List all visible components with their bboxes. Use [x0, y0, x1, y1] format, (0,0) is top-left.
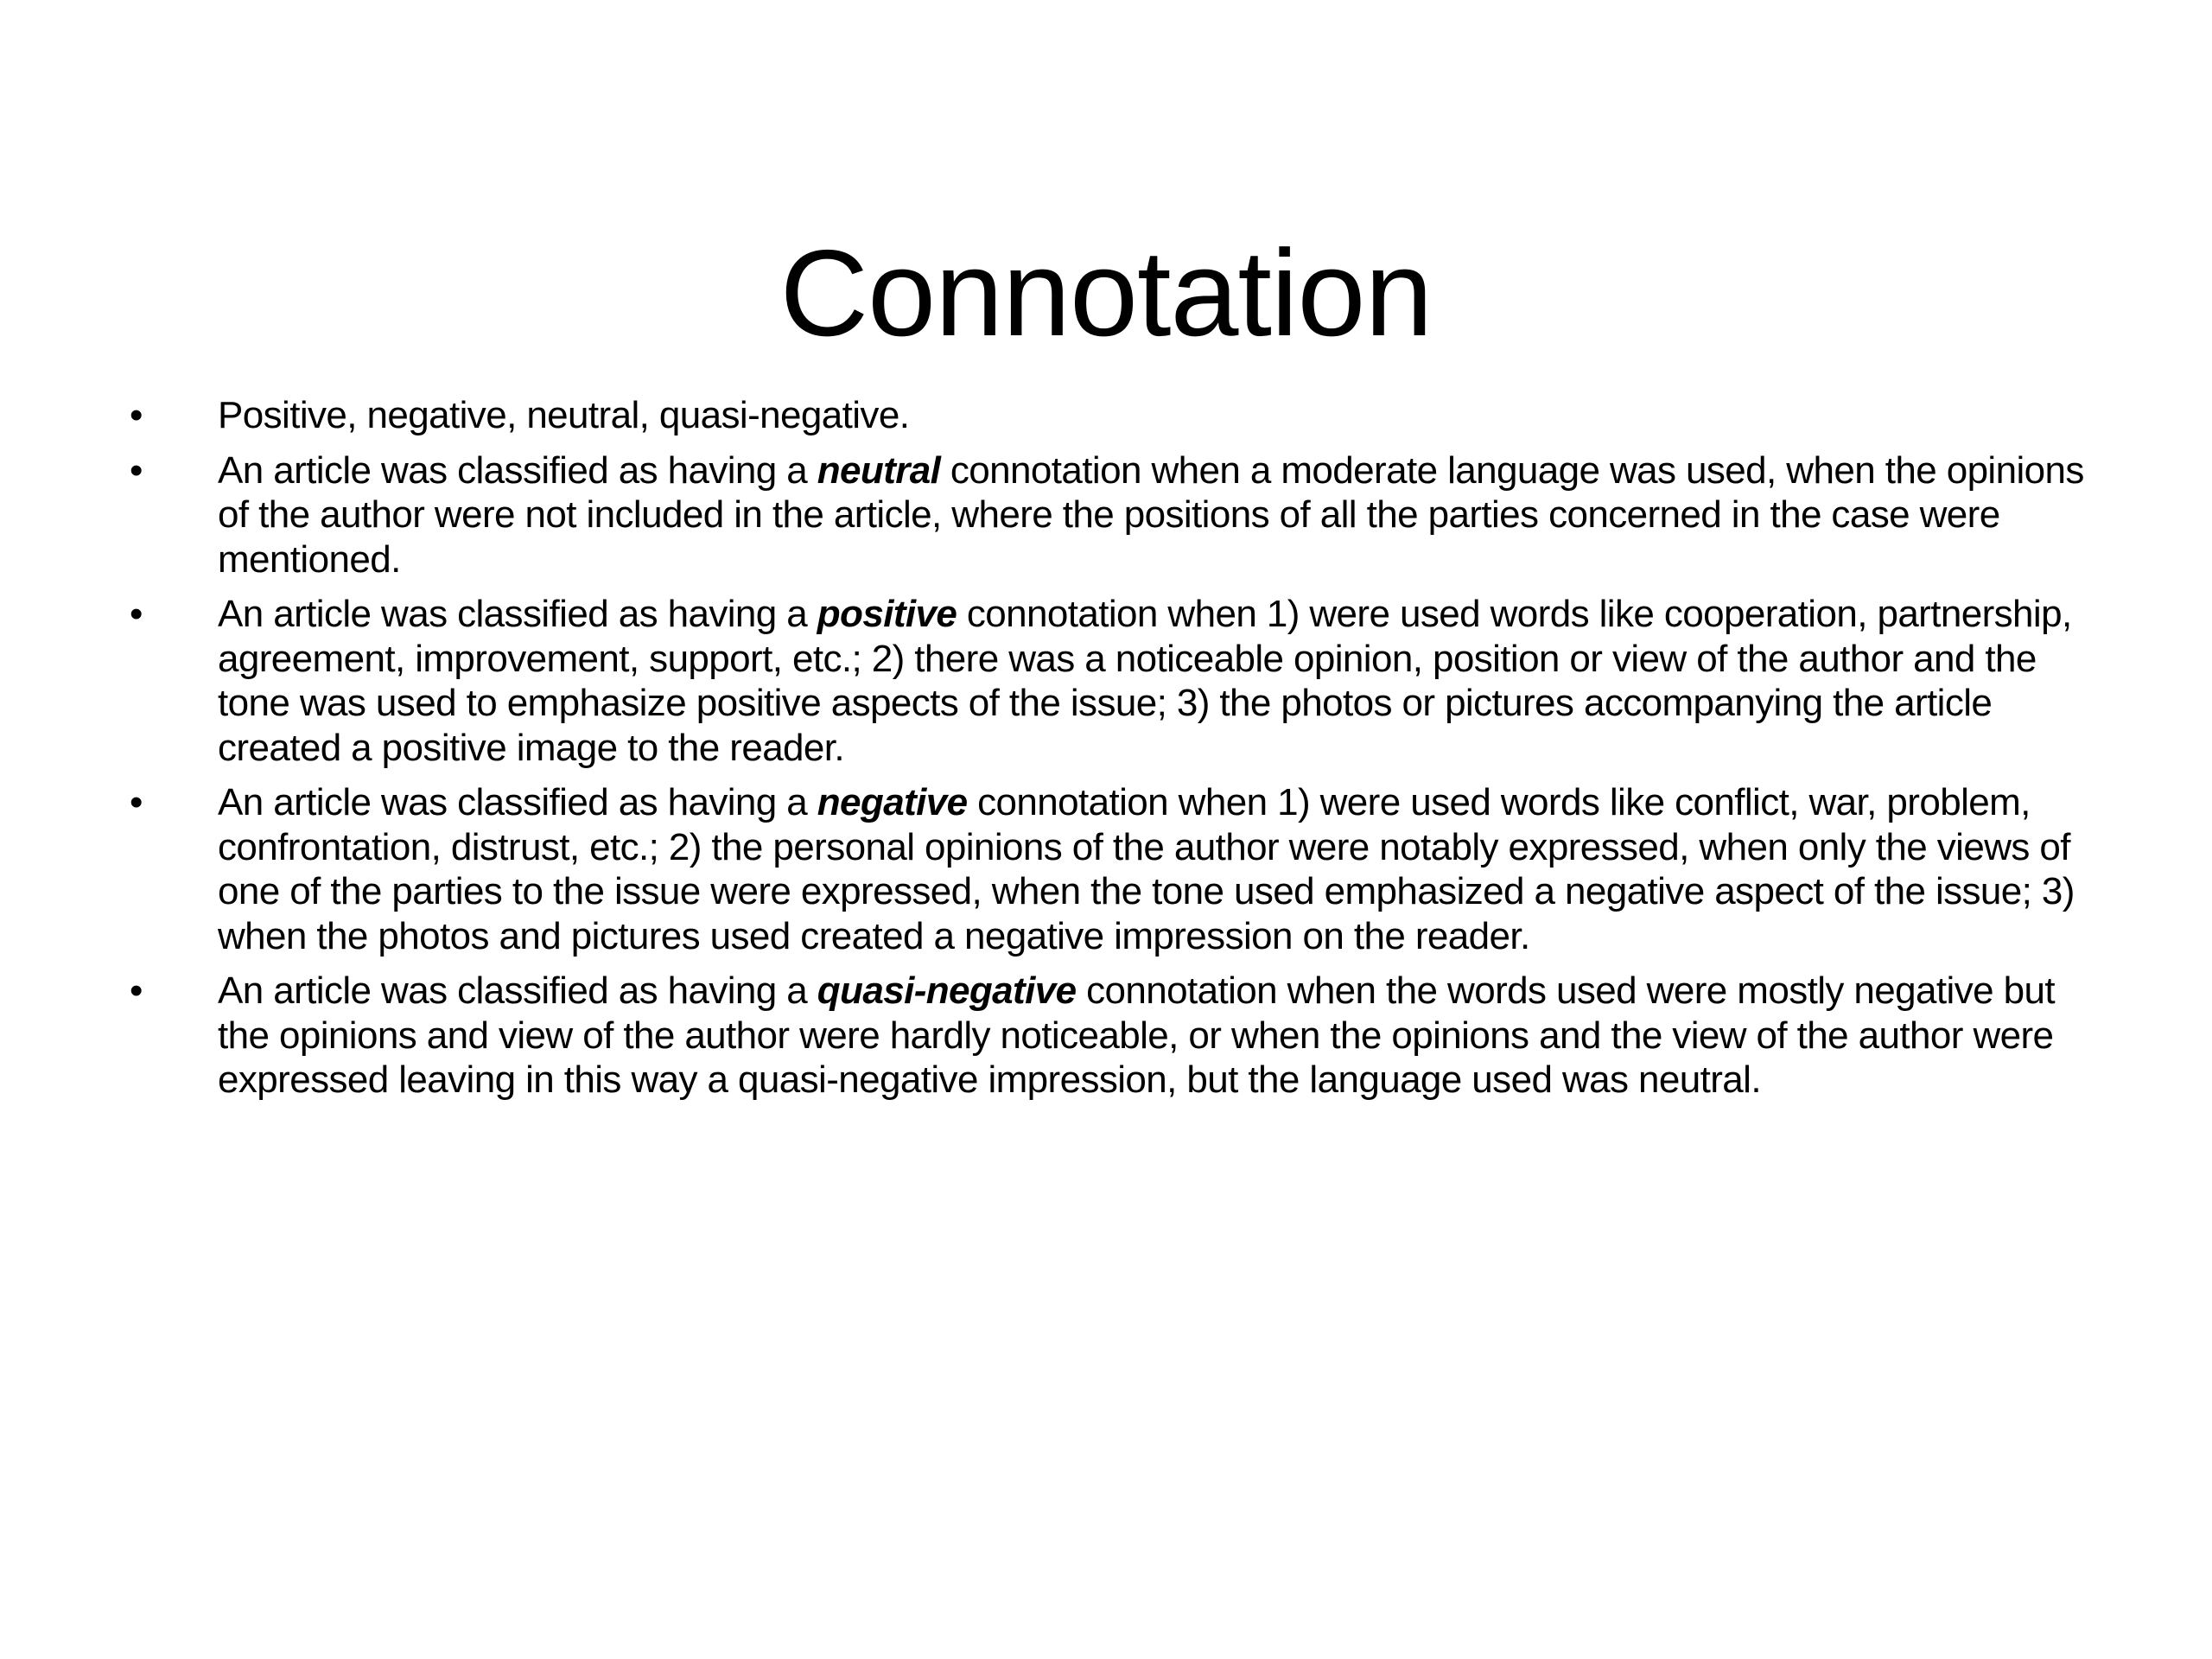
bullet-icon: •	[130, 448, 143, 492]
slide-title: Connotation	[779, 225, 1433, 363]
emphasized-term-quasi-negative: quasi-negative	[817, 969, 1077, 1012]
emphasized-term-positive: positive	[817, 593, 957, 635]
emphasized-term-neutral: neutral	[817, 448, 941, 492]
bullet-text-start: An article was classified as having a	[218, 781, 817, 823]
bullet-text	[218, 449, 2084, 581]
bullet-text-start: An article was classified as having a	[218, 593, 817, 635]
bullet-item-neutral	[130, 448, 2100, 582]
bullet-text	[218, 969, 2055, 1101]
bullet-text	[218, 781, 2075, 957]
bullet-text-end: connotation when a moderate language was used, when the opinions of the author were not included in the article, where the positions of all the parties concerned in the case were mentioned.	[218, 448, 2084, 581]
emphasized-term-negative: negative	[817, 781, 968, 823]
bullet-icon: •	[130, 781, 143, 823]
bullet-text-start: An article was classified as having a	[218, 448, 817, 492]
bullet-item-quasi-negative	[130, 969, 2100, 1103]
bullet-icon: •	[130, 969, 143, 1012]
bullet-text-end: connotation when 1) were used words like cooperation, partnership, agreement, improvement, support, etc.; 2) there was a noticeable opinion, position or view of the author and the tone was used to emphasize positive aspects of the issue; 3) the photos or pictures accompanying the article created a positive image to the reader.	[218, 593, 2072, 769]
bullet-text	[218, 394, 909, 436]
bullet-icon: •	[130, 593, 143, 635]
bullet-text-start: Positive, negative, neutral, quasi-negative.	[218, 394, 910, 436]
bullet-icon: •	[130, 394, 143, 436]
bullet-item-negative	[130, 780, 2100, 958]
bullet-text-end: connotation when the words used were mostly negative but the opinions and view of the author were hardly noticeable, or when the opinions and the view of the author were expressed leaving in this way a quasi-negative impression, but the language used was neutral.	[218, 969, 2055, 1101]
bullet-list	[130, 393, 2100, 1113]
bullet-text-start: An article was classified as having a	[218, 969, 817, 1012]
bullet-item-overview	[130, 393, 2100, 438]
bullet-text	[218, 593, 2072, 769]
bullet-text-end: connotation when 1) were used words like conflict, war, problem, confrontation, distrust, etc.; 2) the personal opinions of the author were notably expressed, when only the views of one of the parties to the issue were expressed, when the tone used emphasized a negative aspect of the issue; 3) when the photos and pictures used created a negative impression on the reader.	[218, 781, 2075, 957]
bullet-item-positive	[130, 592, 2100, 770]
